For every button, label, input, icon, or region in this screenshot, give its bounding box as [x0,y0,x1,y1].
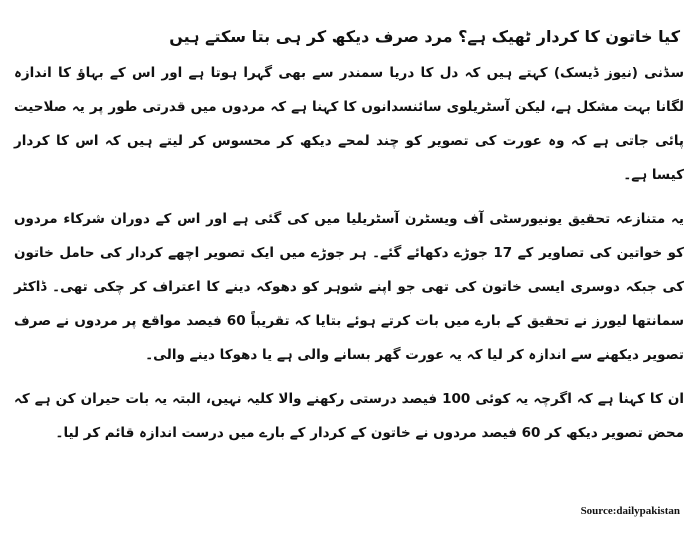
article-paragraph-1: سڈنی (نیوز ڈیسک) کہتے ہیں کہ دل کا دریا سمندر سے بھی گہرا ہوتا ہے اور اس کے بہاؤ کا اندازہ لگانا بہت مشکل ہے، لیکن آسٹریلوی سائنسدانوں کا کہنا ہے کہ مردوں میں قدرتی طور پر یہ صلاحیت پائی جاتی ہے کہ وہ عورت کی تصویر کو چند لمحے دیکھ کر محسوس کر لیتے ہیں کہ اس کا کردار کیسا ہے۔ [14,65,684,183]
article [14,12,684,460]
source-credit: Source:dailypakistan [580,505,680,517]
article-title: کیا خاتون کا کردار ٹھیک ہے؟ مرد صرف دیکھ کر ہی بتا سکتے ہیں [169,27,680,46]
article-paragraph-2: یہ متنازعہ تحقیق یونیورسٹی آف ویسٹرن آسٹریلیا میں کی گئی ہے اور اس کے دوران شرکاء مردوں کو خواتین کی تصاویر کے 17 جوڑے دکھائے گئے۔ ہر جوڑے میں ایک تصویر اچھے کردار کی حامل خاتون کی جبکہ دوسری ایسی خاتون کی تھی جو اپنے شوہر کو دھوکہ دینے کا اعتراف کر چکی تھی۔ ڈاکٹر سمانتھا لیورز نے تحقیق کے بارے میں بات کرتے ہوئے بتایا کہ تقریباً 60 فیصد مواقع پر مردوں نے صرف تصویر دیکھنے سے اندازہ کر لیا کہ یہ عورت گھر بسانے والی ہے یا دھوکا دینے والی۔ [14,211,684,363]
article-paragraph-3: ان کا کہنا ہے کہ اگرچہ یہ کوئی 100 فیصد درستی رکھنے والا کلیہ نہیں، البتہ یہ بات حیران کن ہے کہ محض تصویر دیکھ کر 60 فیصد مردوں نے خاتون کے کردار کے بارے میں درست اندازہ قائم کر لیا۔ [14,391,685,441]
